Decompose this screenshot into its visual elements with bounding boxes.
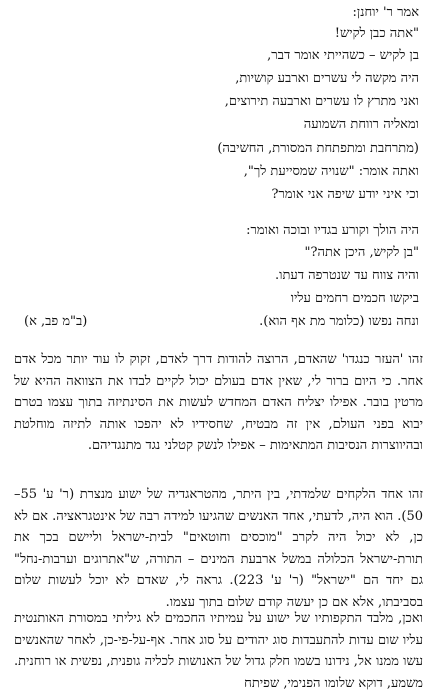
poem-line: ומאליה רווחת השמועה — [303, 117, 419, 132]
poem-line: היה הולך וקורע בגדיו ובוכה ואומר: — [246, 223, 419, 238]
poem-line: והיה צווח עד שנטרפה דעתו. — [275, 268, 419, 283]
poem-line: (מתרחבת ומתפתחת המסורת, החשיבה) — [217, 141, 419, 156]
poem-line: "בן לקיש, היכן אתה?" — [304, 245, 419, 260]
poem-line: ואני מתרץ לו עשרים וארבעה תירוצים, — [224, 94, 419, 109]
poem-line: ונחה נפשו (כלומר מת אף הוא). — [259, 314, 419, 329]
body-paragraph: זהו 'העזר כנגדו' שהאדם, הרוצה להודות דרך לאדם, זקוק לו עוד יותר מכל אדם אחר. כי היום ברור לי, שאין אדם בעולם יכול לקיים לבדו את הצוואה ההיא של מרטין בובר. אפילו יצליח האדם המחדש לעשות את הסינתיזה בתוך עצמו בטרם יבוא בפני העולם, אין זה מבטיח, שחסידיו לא יהפכו אותה לתיזה מוחלטת ובהיווצרות הנסיבות המתאימות – אפילו לנשק קטלני נגד מתנגדיהם. — [14, 352, 423, 453]
poem-line: ביקשו חכמים רחמים עליו — [290, 291, 419, 306]
poem-line: "אתה כבן לקיש! — [334, 26, 419, 41]
poem-line: ואתה אומר: "שנויה שמסייעת לך", — [243, 164, 419, 179]
body-paragraph: זהו אחד הלקחים שלמדתי, בין היתר, מהטראגדיה של ישוע מנצרת (ר' ע' 55–50). הוא היה, לדעתי, אחד האנשים שהגיעו למידה רבה של אינטגראציה. אם לא כן, לא יכול היה לקרב "מוכסים וחוטאים" לבית-ישראל וליישם בכך את תורת-ישראל הכלולה במשל ארבעת המינים – התורה, ש"אתרוגים וערבות-נחל" גם יחד הם "ישראל" (ר' ע' 223). גראה לי, שאדם לא יוכל לעשות שלום בסביבתו, אלא אם כן יעשה קודם שלום בתוך עצמו. — [14, 487, 423, 610]
poem-line: וכי איני יודע שיפה אני אומר? — [271, 187, 419, 202]
body-paragraph: ואכן, מלבד התקפותיו של ישוע על עמיתיו החכמים לא גיליתי במסורת האותנטית עליו שום עדות להתעבדות סוג יהודים על סוג אחר. אף-על-פי-כן, לאחר שהאנשים עשו ממנו אל, נידונו בשמו חלק גדול של האנושות לכליה גופנית, נפשית או רוחנית. משמע, דוקא שלומו הפנימי, שפיתח — [14, 611, 423, 691]
poem-line: אמר ר' יוחנן: — [352, 5, 419, 20]
poem-line: היה מקשה לי עשרים וארבע קושיות, — [235, 71, 419, 86]
poem-line: בן לקיש – כשהייתי אומר דבר, — [267, 48, 419, 63]
source-citation: (ב"מ פב, א) — [24, 314, 88, 329]
